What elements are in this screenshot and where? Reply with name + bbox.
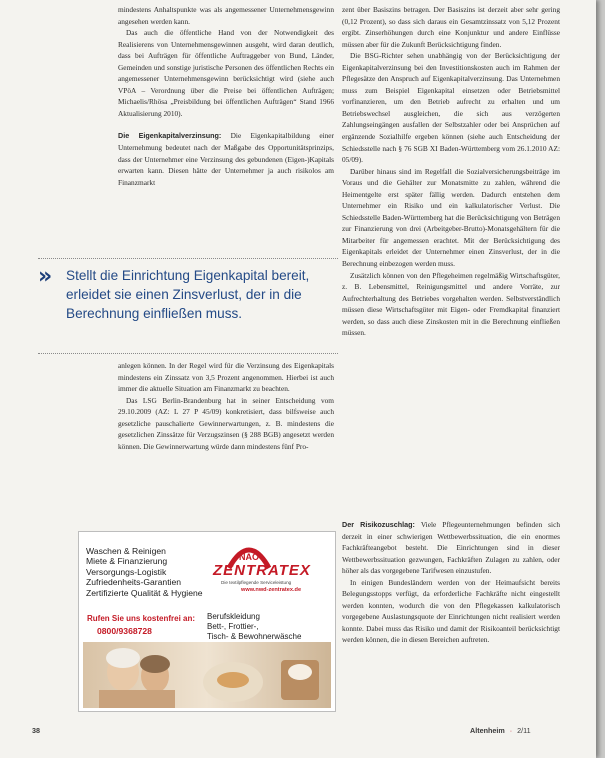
ad-call-text: Rufen Sie uns kostenfrei an: (87, 614, 196, 623)
footer-publication (470, 726, 531, 735)
paragraph: In einigen Bundesländern werden von der Heimaufsicht bereits Belegungsstopps verfügt, da erforderliche Fachkräfte nicht eingestellt werden konnten, wodurch die von den Pflegekassen kalkulatorisch vorgegebene Auslastungsquote der Einrichtungen nicht realisiert werden konnte. Dabei muss das Risiko und damit der Risikoanteil berücksichtigt werden können, die in diesen Bereichen auftreten. (342, 577, 560, 645)
ad-phone-number[interactable]: 0800/9368728 (97, 626, 152, 636)
paragraph: Zusätzlich können von den Pflegeheimen regelmäßig Wirtschaftsgüter, z. B. Lebensmittel, Reinigungsmittel und andere Vorräte, zur Aufrechterhaltung des Betriebes vorgehalten werden. Selbstverständlich müssen diese Wirtschaftsgüter mit Eigen- oder Fremdkapital finanziert werden, so dass auch diese Zinskosten mit in die Berechnung einfließen müssen. (342, 270, 560, 338)
ad-textile-item: Bett-, Frottier-, (207, 622, 259, 631)
paragraph-risiko (342, 519, 560, 577)
footer-separator: · (509, 726, 513, 735)
paragraph: zent über Basiszins betragen. Der Basiszins ist derzeit aber sehr gering (0,12 Prozent), so dass sich daraus ein Gesamtzinssatz von 5,12 Prozent ergibt. Zinserhöhungen durch eine Konjunktur und andere Einflüsse müssen aber für die Zukunft Berücksichtigung finden. (342, 5, 560, 49)
issue-number: 2/11 (517, 726, 531, 735)
ad-service-item: Versorgungs-Logistik (86, 566, 167, 577)
magazine-name: Altenheim (470, 726, 505, 735)
paragraph: Das LSG Berlin-Brandenburg hat in seiner Entscheidung vom 29.10.2009 (AZ: L 27 P 45/09) konkretisiert, dass bilfsweise auch gesetzliche pauschalierte Gewinnerwartungen, z. B. mindestens die gesetzlichen Zinssätze für Verzugszinsen (§ 288 BGB) angesetzt werden können. Die Gewinnerwartung würde dann mindestens fünf Pro- (118, 395, 334, 451)
ad-service-item: Miete & Finanzierung (86, 556, 168, 567)
advertisement[interactable] (78, 531, 336, 712)
pull-quote (38, 258, 338, 354)
pull-quote-rule (38, 353, 338, 354)
quote-mark-icon: » (38, 264, 49, 289)
brand-tagline: Die textilpflegende Serviceleistung (221, 580, 292, 585)
pull-quote-rule (38, 258, 338, 259)
brand-logo (205, 538, 331, 596)
ad-textile-item: Tisch- & Bewohnerwäsche (207, 632, 302, 641)
ad-service-item: Zertifizierte Qualität & Hygiene (86, 587, 203, 598)
right-column-bottom (342, 519, 560, 646)
pull-quote-text: Stellt die Einrichtung Eigenkapital bereit, erleidet sie einen Zinsverlust, der in die Berechnung einfließen muss. (66, 268, 310, 321)
paragraph: mindestens Anhaltspunkte was als angemessener Unternehmensgewinn angesehen werden kann. (118, 5, 334, 26)
left-column-bottom (118, 360, 334, 452)
brand-name: ZENTRATEX (213, 562, 311, 579)
left-column-top (118, 4, 334, 188)
paragraph: Das auch die öffentliche Hand von der Notwendigkeit des Realisierens von Unternehmensgewinnen ausgeht, wird daran deutlich, dass bei Aufträgen für öffentliche Auftraggeber von Bund, Länder, Gemeinden und sonstige juristische Personen des öffentlichen Rechts ein angemessener Unternehmensgewinn berücksichtigt wird (siehe auch VPöA – Verordnung über die Preise bei öffentlichen Aufträgen; Michaelis/Rhösa „Preisbildung bei öffentlichen Aufträgen“ Stand 1966 Aktualisierung 2010). (118, 28, 334, 118)
ad-textile-list (207, 612, 331, 642)
page-number: 38 (32, 726, 40, 735)
ad-service-item: Waschen & Reinigen (86, 546, 166, 556)
ad-services-list (86, 546, 203, 598)
paragraph: Die BSG-Richter sehen unabhängig von der Berücksichtigung der Eigenkapitalverzinsung bei den Investitionskosten auch im Rahmen der Pflegesätze den Anspruch auf Eigenkapitalverzinsung. Das Unternehmen muss zum Beispiel Eigenkapital einsetzen oder Betriebsmittel vorfinanzieren, um den Betrieb aufrecht zu erhalten und um Betriebswechsel ausgleichen, die sich aus verzögerten Zahlungseingängen ausfallen der Selbstzahler oder bei Ansprüchen auf ergänzende Sozialhilfe ergeben können (siehe auch Entscheidung der Schiedsstelle nach § 76 SGB XI Baden-Württemberg vom 26.1.2010 AZ: 05/09). (342, 51, 560, 165)
paragraph-eigenkapital (118, 130, 334, 188)
section-heading: Die Eigenkapitalverzinsung: (118, 131, 222, 141)
paragraph: anlegen können. In der Regel wird für die Verzinsung des Eigenkapitals mindestens ein Zinssatz von 3,5 Prozent angenommen. Hierbei ist auch immer die aktuelle Situation am Finanzmarkt zu beachten. (118, 361, 334, 394)
ad-photo (83, 642, 331, 708)
logo-mark-text: NAO (239, 552, 259, 562)
ad-service-item: Zufriedenheits-Garantien (86, 577, 182, 588)
ad-url-link[interactable]: www.nwd-zentratex.de (241, 587, 302, 593)
paragraph: Darüber hinaus sind im Regelfall die Sozialversicherungsbeiträge im Voraus und die Gehälter zur Monatsmitte zu zahlen, während die Heimentgelte erst später fällig werden. Dadurch entstehen dem Unternehmer ein Risiko und ein kalkulatorischer Verlust. Die Schiedsstelle Baden-Württemberg hat die Berücksichtigung von Beträgen zur Finanzierung von drei (Arbeitgeber-Brutto)-Monatsgehältern für die Mitarbeiter für angemessen erachtet. Mit der Berücksichtigung des Eigenkapitals erleidet der Unternehmer einen Zinsverlust, der in die Berechnung einbezogen werden muss. (342, 166, 560, 269)
paragraph-text: Viele Pflegeunternehmungen befinden sich derzeit in einer schwierigen Wettbewerbssituation, die ein enormes Fachkräfteangebot besteht. Die Einrichtungen sind in dieser Wettbewerbssituation gezwungen, Fachkräften Zulagen zu zahlen, oder höher als das vorgegebene Tarifwesen einzustufen. (342, 520, 560, 576)
paragraph-text: Die Eigenkapitalbildung einer Unternehmung bedeutet nach der Maßgabe des Opportunitätsprinzips, dass der Unternehmer eine Verzinsung des gebundenen (Eigen-)Kapitals erwarten kann. Diesen hätte der Unternehmer ja auch risikolos am Finanzmarkt (118, 131, 334, 187)
ad-textile-item: Berufskleidung (207, 612, 260, 621)
right-column (342, 4, 560, 339)
section-heading: Der Risikozuschlag: (342, 520, 415, 529)
